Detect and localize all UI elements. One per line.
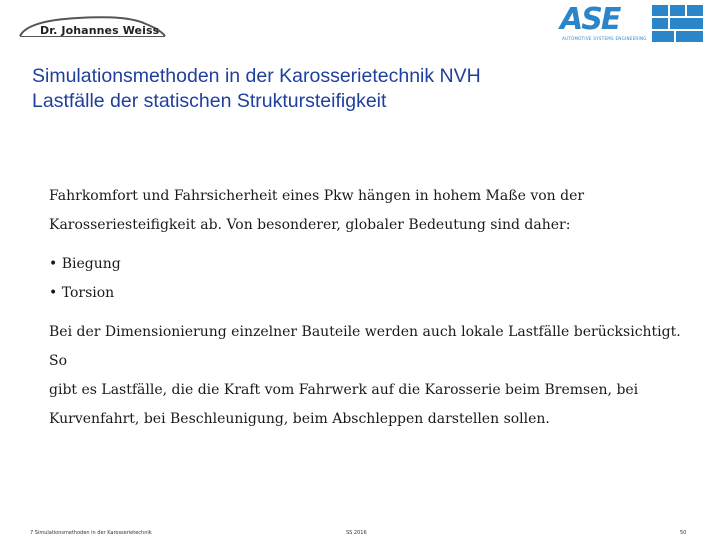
ase-logo-text: ASE [560,2,620,37]
title-line-1: Simulationsmethoden in der Karosserietechnik NVH [32,65,481,87]
footer-center: SS 2016 [346,530,367,536]
bullet-torsion: • Torsion [49,285,115,301]
dr-weiss-logo [18,10,168,42]
para-line-1: Bei der Dimensionierung einzelner Bauteile werden auch lokale Lastfälle berücksichtigt. So [49,324,681,369]
ase-grid-icon [652,5,704,43]
left-logo-text: Dr. Johannes Weiss [40,24,160,37]
footer-page-number: 50 [680,530,687,536]
slide-title [32,64,481,114]
title-line-2: Lastfälle der statischen Struktursteifigkeit [32,90,387,112]
ase-logo-subtext: AUTOMOTIVE SYSTEMS ENGINEERING [562,36,647,41]
bullet-biegung: • Biegung [49,256,121,272]
intro-line-1: Fahrkomfort und Fahrsicherheit eines Pkw hängen in hohem Maße von der [49,188,585,204]
slide-body [49,182,689,434]
para-line-3: Kurvenfahrt, bei Beschleunigung, beim Abschleppen darstellen sollen. [49,411,550,427]
ase-logo [560,2,706,43]
intro-line-2: Karosseriesteifigkeit ab. Von besonderer, globaler Bedeutung sind daher: [49,217,571,233]
para-line-2: gibt es Lastfälle, die die Kraft vom Fahrwerk auf die Karosserie beim Bremsen, bei [49,382,639,398]
footer-left: 7 Simulationsmethoden in der Karosserietechnik [30,530,152,536]
